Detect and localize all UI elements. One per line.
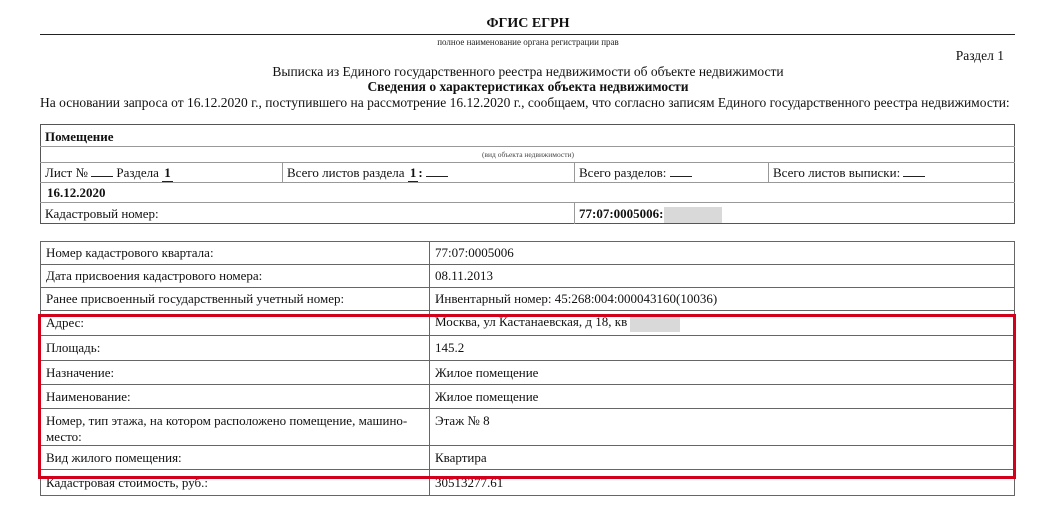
extract-heading: Выписка из Единого государственного реестра недвижимости об объекте недвижимости — [272, 64, 784, 79]
blank-line — [91, 165, 113, 177]
blank-line — [426, 165, 448, 177]
sheet-label: Лист № — [45, 165, 88, 180]
section-label: Раздел 1 — [955, 48, 1004, 63]
cadastral-number-label: Кадастровый номер: — [45, 206, 159, 221]
row-label: Ранее присвоенный государственный учетный номер: — [41, 288, 430, 311]
redacted-block — [664, 207, 722, 223]
row-value: 30513277.61 — [430, 470, 1015, 496]
table-row — [41, 242, 1015, 265]
box-divider — [768, 162, 769, 182]
row-value: Инвентарный номер: 45:268:004:000043160(10036) — [430, 288, 1015, 311]
total-sheets-number: 1 — [409, 165, 417, 180]
total-extract-label: Всего листов выписки: — [773, 165, 901, 180]
row-value: Жилое помещение — [430, 385, 1015, 409]
title-underline — [40, 34, 1015, 35]
row-label: Вид жилого помещения: — [41, 446, 430, 470]
row-value: 77:07:0005006 — [430, 242, 1015, 265]
object-type-note: (вид объекта недвижимости) — [481, 150, 575, 159]
row-label: Кадастровая стоимость, руб.: — [41, 470, 430, 496]
row-label: Номер, тип этажа, на котором расположено помещение, машино-место: — [41, 409, 430, 446]
row-value: Этаж № 8 — [430, 409, 1015, 446]
document-title: ФГИС ЕГРН — [486, 16, 570, 31]
row-label: Дата присвоения кадастрового номера: — [41, 265, 430, 288]
row-label: Номер кадастрового квартала: — [41, 242, 430, 265]
request-statement: На основании запроса от 16.12.2020 г., поступившего на рассмотрение 16.12.2020 г., сообщаем, что согласно записям Единого государственного реестра недвижимости: — [40, 95, 1010, 110]
blank-line — [670, 165, 692, 177]
object-type: Помещение — [45, 129, 114, 144]
sheet-number-field — [45, 165, 173, 182]
box-divider — [40, 182, 1015, 183]
row-value: Москва, ул Кастанаевская, д 18, кв — [435, 313, 628, 329]
box-divider — [574, 162, 575, 182]
row-label: Назначение: — [41, 361, 430, 385]
blank-line — [903, 165, 925, 177]
row-label: Адрес: — [41, 311, 430, 336]
box-divider — [282, 162, 283, 182]
row-label: Площадь: — [41, 336, 430, 361]
row-value: Жилое помещение — [430, 361, 1015, 385]
row-value: Квартира — [430, 446, 1015, 470]
table-row — [41, 288, 1015, 311]
highlight-frame — [38, 314, 1016, 479]
table-row — [41, 265, 1015, 288]
total-extract-field — [773, 165, 925, 181]
box-divider — [574, 202, 575, 224]
cadastral-number-value: 77:07:0005006: — [579, 206, 664, 221]
authority-note: полное наименование органа регистрации прав — [437, 37, 619, 47]
box-divider — [40, 202, 1015, 203]
extract-subheading: Сведения о характеристиках объекта недвижимости — [367, 79, 689, 94]
section-number: 1 — [164, 165, 171, 180]
total-sheets-field: Всего листов раздела 1 : — [287, 165, 448, 182]
row-value: 08.11.2013 — [430, 265, 1015, 288]
total-sheets-label: Всего листов раздела — [287, 165, 405, 180]
row-label: Наименование: — [41, 385, 430, 409]
box-divider — [40, 162, 1015, 163]
total-sections-field — [579, 165, 692, 181]
total-sections-label: Всего разделов: — [579, 165, 667, 180]
cadastral-number-field — [579, 206, 722, 223]
section-word: Раздела — [116, 165, 159, 180]
extract-date: 16.12.2020 — [47, 185, 106, 200]
row-value: 145.2 — [430, 336, 1015, 361]
object-type-rule — [40, 146, 1015, 147]
